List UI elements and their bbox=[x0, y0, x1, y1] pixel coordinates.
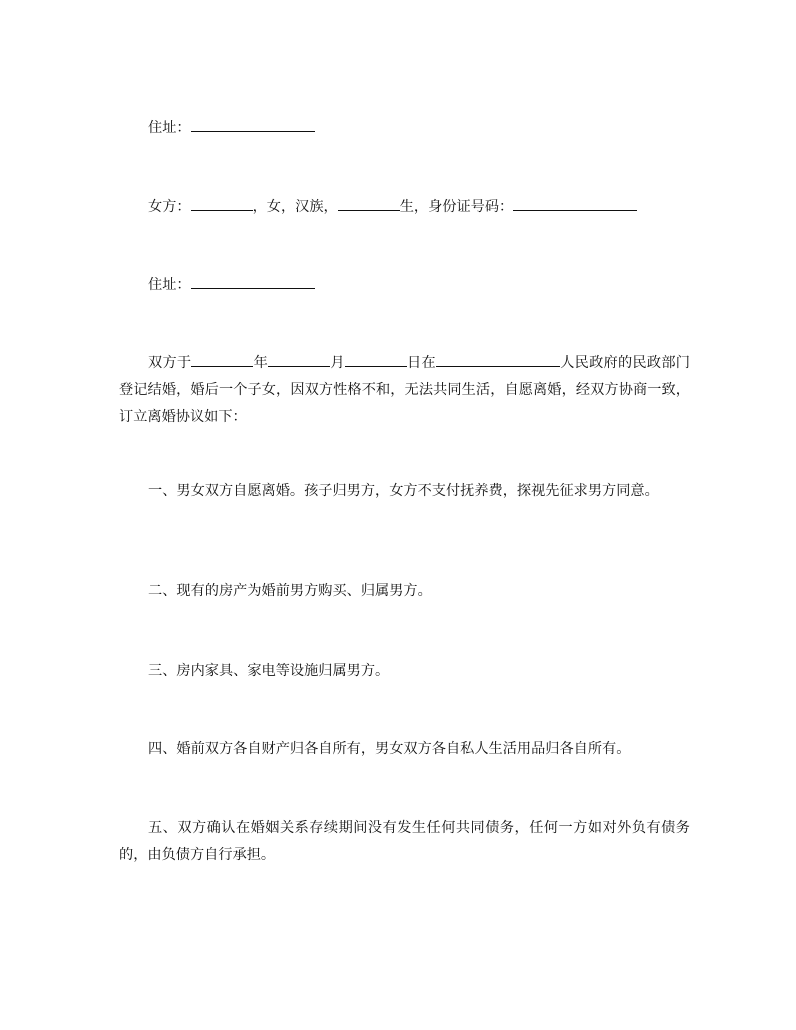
female-id-blank[interactable] bbox=[513, 194, 637, 211]
day-blank[interactable] bbox=[345, 350, 407, 367]
female-name-blank[interactable] bbox=[191, 194, 253, 211]
address-line-1 bbox=[119, 115, 690, 142]
address-label: 住址： bbox=[148, 120, 191, 136]
day-text: 日在 bbox=[406, 355, 436, 371]
year-text: 年 bbox=[253, 355, 269, 371]
female-born-text: 生，身份证号码： bbox=[399, 199, 514, 215]
female-birth-blank[interactable] bbox=[338, 194, 400, 211]
year-blank[interactable] bbox=[191, 350, 253, 367]
month-text: 月 bbox=[330, 355, 345, 371]
marriage-paragraph bbox=[119, 350, 690, 431]
clause-3: 三、房内家具、家电等设施归属男方。 bbox=[148, 663, 390, 679]
female-label: 女方： bbox=[148, 199, 191, 215]
clause-4: 四、婚前双方各自财产归各自所有，男女双方各自私人生活用品归各自所有。 bbox=[148, 741, 631, 757]
government-blank[interactable] bbox=[436, 350, 560, 367]
clause-5: 五、双方确认在婚姻关系存续期间没有发生任何共同债务，任何一方如对外负有债务的，由负债方自行承担。 bbox=[119, 820, 690, 863]
marriage-prefix: 双方于 bbox=[148, 355, 192, 371]
clause-2: 二、现有的房产为婚前男方购买、归属男方。 bbox=[148, 583, 432, 599]
clause-1: 一、男女双方自愿离婚。孩子归男方，女方不支付抚养费，探视先征求男方同意。 bbox=[148, 483, 659, 499]
female-info-line bbox=[119, 194, 690, 221]
address-line-2 bbox=[119, 272, 690, 299]
female-gender-text: ，女，汉族， bbox=[252, 199, 338, 215]
address-blank[interactable] bbox=[191, 272, 315, 289]
month-blank[interactable] bbox=[268, 350, 330, 367]
address-label: 住址： bbox=[148, 277, 191, 293]
address-blank[interactable] bbox=[191, 115, 315, 132]
marriage-rest: 人民政府的民政部门登记结婚，婚后一个子女，因双方性格不和，无法共同生活，自愿离婚，经双方协商一致，订立离婚协议如下： bbox=[119, 355, 690, 425]
